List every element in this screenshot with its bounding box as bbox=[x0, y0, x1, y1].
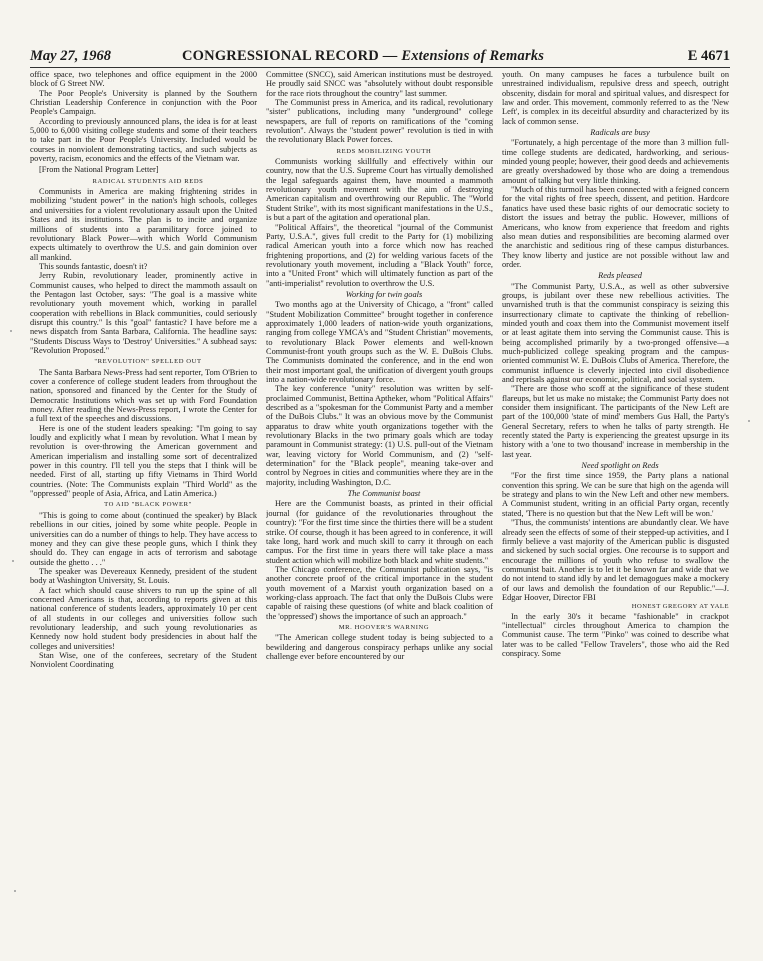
paragraph: "The Communist Party, U.S.A., as well as other subversive groups, is jubilant over these new rebellious activities. The unvarnished truth is that the communist conspiracy is seizing this insurrectionary climate to captivate the thinking of rebellion-minded youth and coax them into the Communist movement itself or at least agitate them into serving the Communist cause. This is being accomplished primarily by a two-pronged offensive—a much-publicized college speaking program and the campus-oriented communist W. E. DuBois Clubs of America. Therefore, the communist influence is cleverly injected into civil disobedience and reprisals against our economic, political, and social system. bbox=[502, 281, 729, 384]
paragraph: "This is going to come about (continued the speaker) by Black rebellions in our cities, joined by some white people. People in universities can do a number of things to help. They have access to money and they can give these people guns, which I think they should do. They can engage in acts of terrorism and sabotage outside the ghetto . . ." bbox=[30, 510, 257, 567]
publication-name: CONGRESSIONAL RECORD — bbox=[182, 48, 398, 64]
paragraph: Communists working skillfully and effectively within our country, now that the U.S. Supreme Court has virtually demolished the legal safeguards against them, have mounted a mammoth revolutionary youth movement with the aim of destroying American capitalism and overthrowing our Republic. The "World Student Strike", with its most significant manifestations in the U.S., is but a part of the agitation and operational plan. bbox=[266, 157, 493, 223]
scan-speck bbox=[10, 330, 12, 332]
issue-date: May 27, 1968 bbox=[30, 48, 111, 64]
paragraph: The Chicago conference, the Communist publication says, "is another concrete proof of the critical importance in the student youth movement of a Marxist youth organization based on a working-class approach. The fact that only the DuBois Clubs were capable of raising these questions (of white and black coalition of the 'oppressed') shows the importance of such an approach." bbox=[266, 564, 493, 621]
paragraph: office space, two telephones and office equipment in the 2000 block of G Street NW. bbox=[30, 70, 257, 89]
subheading: Need spotlight on Reds bbox=[581, 461, 659, 471]
paragraph: The key conference "unity" resolution was written by self-proclaimed Communist, Bettina Aptheker, whom "Political Affairs" described as a "spokesman for the Communist Party and a member of the DuBois Clubs." It was an obvious move by the Communist apparatus to draw white youth organizations together with the revolutionary Blacks in the two primary goals which are today paramount in Communist strategy: (1) U.S. pull-out of the Vietnam war, leaving victory for World Communism, and (2) "self-determination" for the "Black people", meaning take-over and control by Negroes in cities and communities where they are in the majority, including Washington, D.C. bbox=[266, 384, 493, 487]
source-note: [From the National Program Letter] bbox=[39, 165, 159, 175]
subheading: Reds pleased bbox=[598, 271, 642, 281]
text-column-2 bbox=[266, 70, 493, 950]
section-heading: "REVOLUTION" SPELLED OUT bbox=[94, 358, 202, 366]
paragraph: The Poor People's University is planned by the Southern Christian Leadership Conference in conjunction with the Poor People's Campaign. bbox=[30, 88, 257, 117]
paragraph: The speaker was Devereaux Kennedy, president of the student body at Washington University, St. Louis. bbox=[30, 566, 257, 586]
subheading: Radicals are busy bbox=[590, 128, 650, 138]
paragraph: "Political Affairs", the theoretical "journal of the Communist Party, U.S.A.", gives full credit to the Party for (1) mobilizing radical American youth into a force which now has reached frightening proportions, and (2) for welding various facets of the revolutionary youth movement, including a "Black Youth" force, into a "United Front" which will ultimately function as part of the "anti-imperialist" revolution to overthrow the U.S. bbox=[266, 222, 493, 288]
paragraph: This sounds fantastic, doesn't it? bbox=[39, 261, 148, 271]
paragraph: A fact which should cause shivers to run up the spine of all concerned Americans is that, according to reports given at this national conference of students leaders, approximately 10 per cent of all students in our colleges and universities follow such revolutionary leadership, and such young revolutionaries as Kennedy now hold student body presidencies in about half the colleges and universities! bbox=[30, 585, 257, 651]
paragraph: Here are the Communist boasts, as printed in their official journal (for guidance of the revolutionaries throughout the country): "For the first time since the thirties there will be a student strike. Of course, though it has been agreed to in conference, it will take long, hard work and much skill to carry it through on each campus. For the first time in years there will take place a mass student action which will mobilize both black and white students." bbox=[266, 499, 493, 565]
section-heading: REDS MOBILIZING YOUTH bbox=[336, 147, 432, 155]
page-number: E 4671 bbox=[687, 48, 730, 64]
section-heading: TO AID "BLACK POWER" bbox=[104, 501, 192, 509]
paragraph: Committee (SNCC), said American institutions must be destroyed. He proudly said SNCC was "absolutely without doubt responsible for the race riots throughout the country" last summer. bbox=[266, 70, 493, 98]
paragraph: Stan Wise, one of the conferees, secretary of the Student Nonviolent Coordinating bbox=[30, 650, 257, 670]
scan-speck bbox=[748, 420, 750, 422]
page-header bbox=[30, 48, 730, 66]
subheading: Working for twin goals bbox=[345, 289, 423, 299]
paragraph: "Much of this turmoil has been connected with a feigned concern for the vital rights of free speech, dissent, and petition. Hardcore fanatics have used these basic rights of our democratic society to distort the issues and betray the public. However, millions of Americans, who know from experience that freedom and rights also mean duties and responsibilities are becoming alarmed over the anarchistic and seditious ring of these campus disturbances. They know liberty and justice are not possible without law and order. bbox=[502, 185, 729, 269]
paragraph: Jerry Rubin, revolutionary leader, prominently active in Communist causes, who helped to direct the mammoth assault on the Pentagon last October, says: "The goal is a massive white revolutionary youth movement which, working in parallel cooperation with rebellions in Black communities, could seriously disrupt this country." Is this "goal" fantastic? I have before me a news dispatch from Santa Barbara, California. The headline says: "Students Discuss Ways to 'Destroy' Universities." A subhead says: "Revolution Proposed." bbox=[30, 271, 257, 355]
header-rule bbox=[30, 67, 730, 68]
paragraph: "For the first time since 1959, the Party plans a national convention this spring. We can be sure that high on the agenda will be strategy and plans to win the New Left and other new members. A Communist student, writing in an official Party organ, recently stated, 'There is no question but that the New Left will be won.' bbox=[502, 471, 729, 518]
paragraph: "Fortunately, a high percentage of the more than 3 million full-time college students are dedicated, hardworking, and serious-minded young people; however, their good deeds and achievements are greatly overshadowed by those who are doing a tremendous amount of talking but very little thinking. bbox=[502, 138, 729, 185]
scan-speck bbox=[12, 560, 14, 562]
paragraph: Here is one of the student leaders speaking: "I'm going to say loudly and explicitly what I mean by revolution. What I mean by revolution is over-throwing the American government and American imperialism and installing some sort of decentralized power in this country. I'll tell you the steps that I think will be needed. First of all, starting up fifty Vietnams in Third World countries. (Note: The Communists explain "Third World" as the "oppressed" people of Asia, Africa, and Latin America.) bbox=[30, 423, 257, 499]
paragraph: "There are those who scoff at the significance of these student flareups, but let us make no mistake; the Communist Party does not consider them insignificant. The participants of the New Left are part of the 100,000 'state of mind' members Gus Hall, the Party's General Secretary, refers to when he talks of party strength. He recently stated the Party is experiencing the greatest upsurge in its history with a 'one to two thousand' increase in membership in the last year. bbox=[502, 384, 729, 459]
subheading: The Communist boast bbox=[347, 489, 421, 499]
text-column-3 bbox=[502, 70, 729, 950]
scan-speck bbox=[14, 890, 16, 892]
publication-title bbox=[182, 48, 544, 65]
paragraph: youth. On many campuses he faces a turbulence built on unrestrained individualism, repulsive dress and speech, outright obscenity, disdain for moral and spiritual values, and disrespect for law and order. This movement, commonly referred to as the 'New Left', is complex in its deceitful absurdity and characterized by its lack of common sense. bbox=[502, 70, 729, 126]
paragraph: Communists in America are making frightening strides in mobilizing "student power" in the nation's high schools, colleges and universities for a violent revolutionary assault upon the United States and its institutions. The plan is to incite and organize millions of students into a paramilitary force joined to revolutionary Black Power—with which World Communism expects ultimately to overthrow the U.S. and gain dominion over all mankind. bbox=[30, 187, 257, 262]
section-name: Extensions of Remarks bbox=[401, 48, 545, 64]
signature-heading: HONEST GREGORY AT YALE bbox=[631, 603, 729, 611]
paragraph: "Thus, the communists' intentions are abundantly clear. We have already seen the effects of some of their stepped-up activities, and I firmly believe a vast majority of the American public is disgusted and sickened by such social orgies. One recourse is to support and encourage the millions of youth who refuse to swallow the communist bait. Another is to let it be known far and wide that we do not intend to stand idly by and let demagogues make a mockery of our laws and demolish the foundation of our Republic."—J. Edgar Hoover, Director FBI bbox=[502, 518, 729, 602]
section-heading: RADICAL STUDENTS AID REDS bbox=[92, 177, 204, 185]
paragraph: The Santa Barbara News-Press had sent reporter, Tom O'Brien to cover a conference of college student leaders from throughout the nation, sponsored and financed by the Center for the Study of Democratic Institutions which was set up with Ford Foundation money. After reading the News-Press report, I wrote the Center for a full text of the speeches and discussions. bbox=[30, 367, 257, 424]
paragraph: The Communist press in America, and its radical, revolutionary "sister" publications, including many "underground" college newspapers, are full of reports on ramifications of the "coming revolution". Always the "student power" revolution is tied in with the revolutionary Black Power forces. bbox=[266, 98, 493, 145]
paragraph: "The American college student today is being subjected to a bewildering and dangerous conspiracy perhaps unlike any social challenge ever before encountered by our bbox=[266, 633, 493, 661]
paragraph: According to previously announced plans, the idea is for at least 5,000 to 6,000 visiting college students and some of their teachers to take part in the Poor People's University. Included would be courses in nonviolent demonstrating tactics, and such subjects as poverty, racism, economics and the effects of the Vietnam war. bbox=[30, 116, 257, 164]
section-heading: MR. HOOVER'S WARNING bbox=[338, 623, 430, 631]
text-column-1 bbox=[30, 70, 257, 950]
paragraph: Two months ago at the University of Chicago, a "front" called "Student Mobilization Committee" brought together in conference approximately 1,000 leaders of nation-wide youth organizations, ranging from college YMCA's and "Student Christian" movements, to revolutionary Black Power elements and well-known Communist-front youth groups such as the W. E. DuBois Clubs. The Communists dominated the conference, and in the end won their most important goal, the unification of divergent youth groups into a nation-wide revolutionary force. bbox=[266, 300, 493, 384]
paragraph: In the early 30's it became "fashionable" in crackpot "intellectual" circles throughout America to champion the Communist cause. The term "Pinko" was coined to describe what later was to be called "Fellow Travelers", those who aid the Red conspiracy. Some bbox=[502, 611, 729, 658]
